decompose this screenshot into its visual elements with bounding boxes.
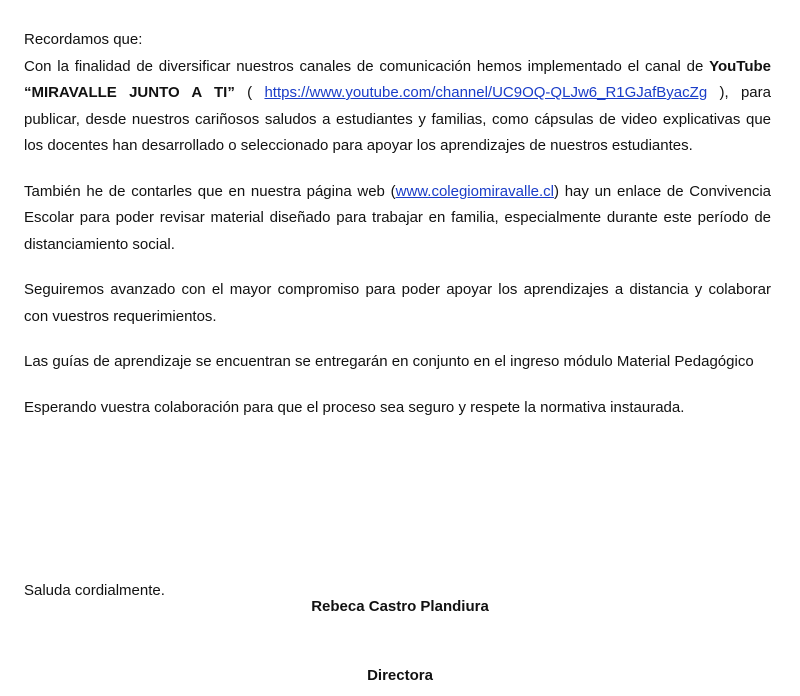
paragraph-commitment: Seguiremos avanzado con el mayor compromiso para poder apoyar los aprendizajes a distancia y colaborar con vuestros requerimientos. [24,281,771,325]
paragraph-youtube [24,54,771,160]
greeting: Saluda cordialmente. [24,582,165,599]
intro-line: Recordamos que: [24,31,143,48]
paragraph-website [24,179,771,259]
paragraph-closing: Esperando vuestra colaboración para que el proceso sea seguro y respete la normativa instaurada. [24,398,685,416]
signer-name: Rebeca Castro Plandiura [311,598,489,615]
paragraph-youtube-text-a: Con la finalidad de diversificar nuestros canales de comunicación hemos implementado el canal de [24,57,710,75]
paragraph-website-text-a: También he de contarles que en nuestra página web ( [24,182,396,200]
school-website-link[interactable]: www.colegiomiravalle.cl [395,182,554,200]
paragraph-youtube-text-b: ( [234,84,265,101]
youtube-channel-name: YouTube “MIRAVALLE JUNTO A TI” [24,57,771,101]
letter-body [24,27,771,421]
paragraph-guides: Las guías de aprendizaje se encuentran se entregarán en conjunto en el ingreso módulo Material Pedagógico [24,353,754,370]
paragraph-website-text-b: ) hay un enlace de Convivencia Escolar para poder revisar material diseñado para trabajar en familia, especialmente durante este período de distanciamiento social. [24,182,771,253]
youtube-channel-link[interactable]: https://www.youtube.com/channel/UC9OQ-QLJw6_R1GJafByacZg [264,84,708,101]
signer-title: Directora [367,667,433,684]
paragraph-youtube-text-c: ), para publicar, desde nuestros cariñosos saludos a estudiantes y familias, como cápsulas de video explicativas que los docentes han desarrollado o seleccionado para apoyar los aprendizajes de nuestros estudiantes. [24,84,771,154]
